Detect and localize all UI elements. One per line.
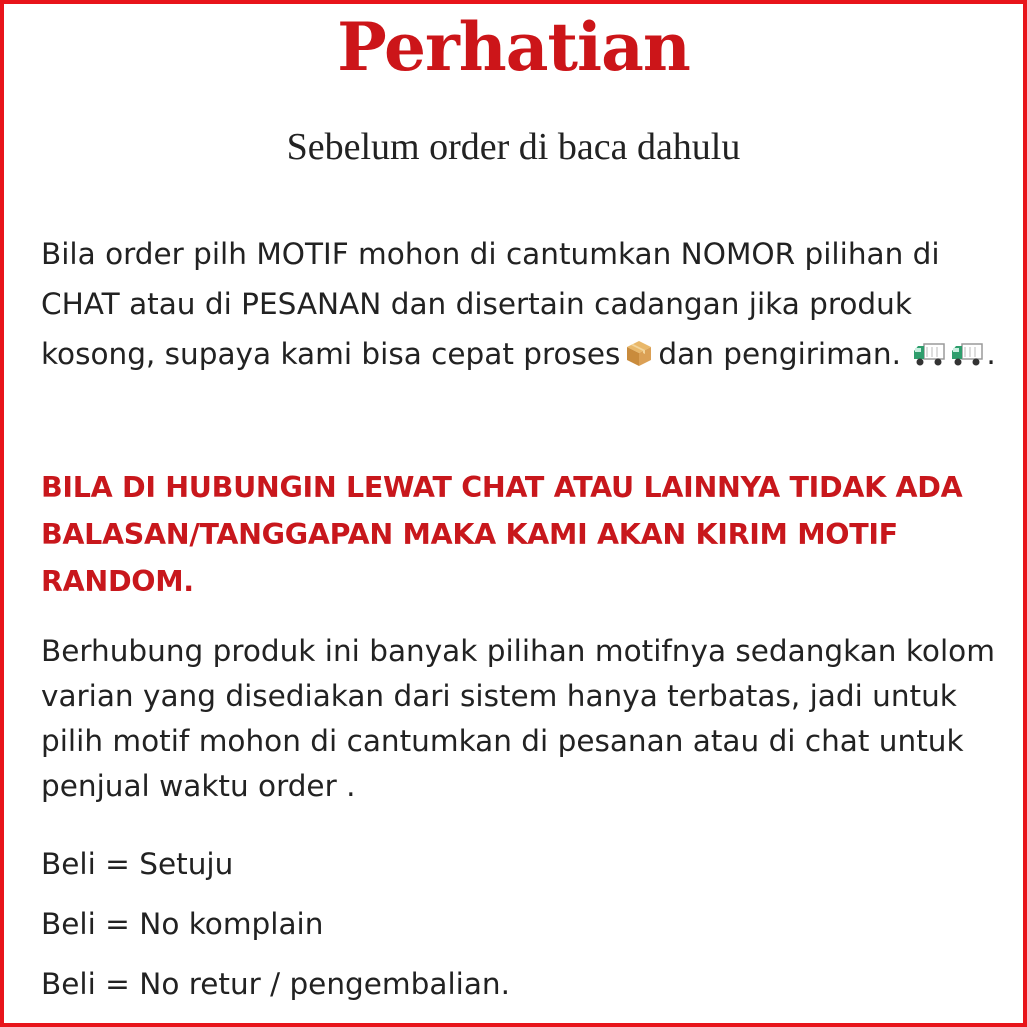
- rule-agree: Beli = Setuju: [41, 847, 234, 881]
- page-title: Perhatian: [337, 8, 690, 86]
- order-instructions-end: .: [986, 337, 996, 371]
- order-instructions-paragraph: [41, 229, 1003, 379]
- rule-no-complaint: Beli = No komplain: [41, 907, 324, 941]
- rule-no-return: Beli = No retur / pengembalian.: [41, 967, 510, 1001]
- delivery-truck-icon: [912, 333, 946, 363]
- motif-selection-paragraph: Berhubung produk ini banyak pilihan motifnya sedangkan kolom varian yang disediakan dari sistem hanya terbatas, jadi untuk pilih motif mohon di cantumkan di pesanan atau di chat untuk penjual waktu order .: [41, 634, 995, 803]
- package-icon: [624, 333, 654, 363]
- page-subtitle: Sebelum order di baca dahulu: [286, 126, 741, 168]
- delivery-truck-icon: [950, 333, 984, 363]
- order-instructions-text-2: dan pengiriman.: [658, 337, 902, 371]
- order-instructions-text: Bila order pilh MOTIF mohon di cantumkan NOMOR pilihan di CHAT atau di PESANAN dan disertain cadangan jika produk kosong, supaya kami bisa cepat proses: [41, 237, 940, 371]
- random-motif-warning: BILA DI HUBUNGIN LEWAT CHAT ATAU LAINNYA TIDAK ADA BALASAN/TANGGAPAN MAKA KAMI AKAN KIRIM MOTIF RANDOM.: [41, 471, 963, 598]
